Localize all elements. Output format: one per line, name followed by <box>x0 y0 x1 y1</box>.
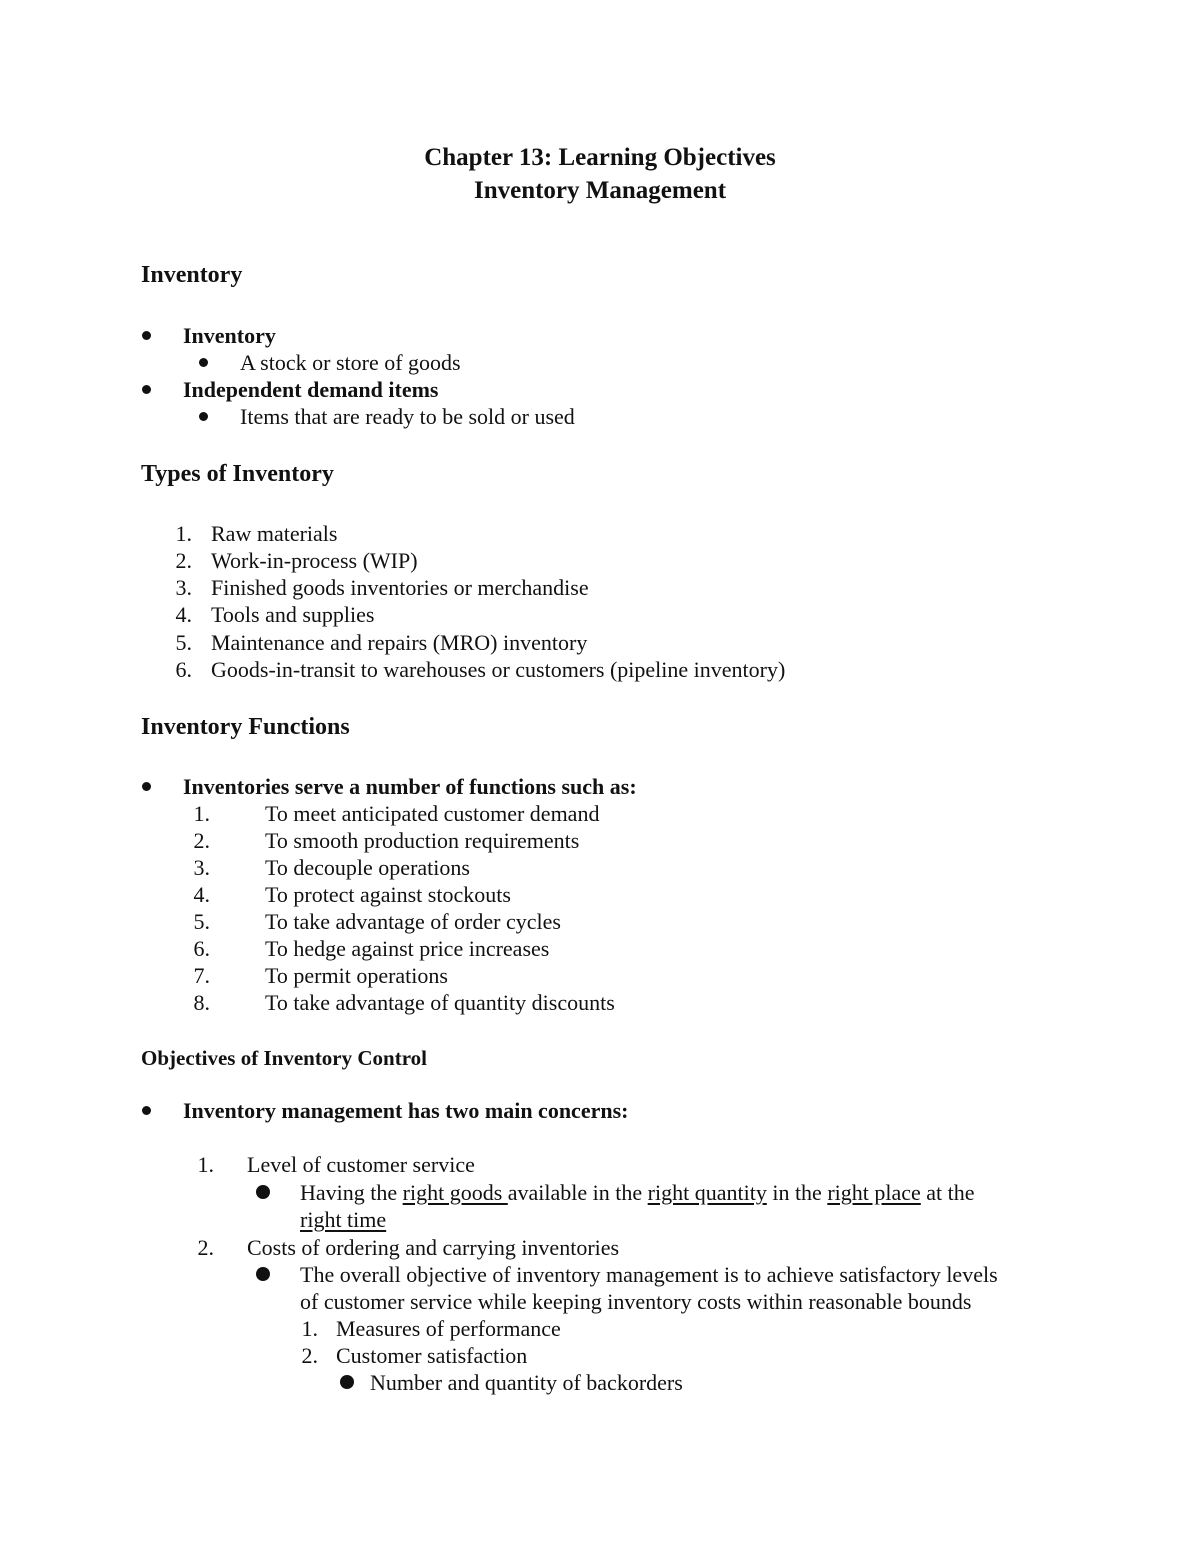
bullet-icon <box>256 1185 270 1199</box>
list-number: 8. <box>193 990 210 1015</box>
list-item: To smooth production requirements <box>265 828 580 853</box>
list-item-text: Items that are ready to be sold or used <box>240 404 575 429</box>
document-subtitle: Inventory Management <box>473 177 727 204</box>
list-item: To take advantage of quantity discounts <box>265 990 615 1015</box>
list-number: 6. <box>193 936 210 961</box>
list-item-text: A stock or store of goods <box>240 350 461 375</box>
concern1-detail: Having the right goods available in the right quantity in the right place at the <box>300 1180 975 1205</box>
list-number: 4. <box>175 602 192 627</box>
list-item-label: Inventory management has two main concerns: <box>183 1098 629 1123</box>
list-item-label: Inventory <box>183 323 276 348</box>
list-number: 1. <box>301 1316 318 1341</box>
bullet-icon <box>199 358 208 367</box>
section-heading-types: Types of Inventory <box>141 461 334 487</box>
list-number: 5. <box>193 909 210 934</box>
section-heading-objectives: Objectives of Inventory Control <box>141 1046 427 1070</box>
list-number: 1. <box>193 801 210 826</box>
list-item: Finished goods inventories or merchandise <box>211 575 589 600</box>
list-number: 5. <box>175 630 192 655</box>
list-number: 6. <box>175 657 192 682</box>
bullet-icon <box>142 782 151 791</box>
list-number: 7. <box>193 963 210 988</box>
list-item: Raw materials <box>211 521 338 546</box>
list-item-label: Inventories serve a number of functions such as: <box>183 774 637 799</box>
list-item: Level of customer service <box>247 1152 475 1177</box>
list-number: 2. <box>175 548 192 573</box>
section-heading-inventory: Inventory <box>141 262 243 288</box>
list-item: Customer satisfaction <box>336 1343 528 1368</box>
list-item: To permit operations <box>265 963 448 988</box>
list-number: 2. <box>193 828 210 853</box>
list-number: 3. <box>193 855 210 880</box>
list-number: 2. <box>197 1235 214 1260</box>
concern1-detail-cont: right time <box>300 1207 387 1232</box>
list-item: Work-in-process (WIP) <box>211 548 418 573</box>
list-item: Costs of ordering and carrying inventories <box>247 1235 620 1260</box>
list-number: 3. <box>175 575 192 600</box>
list-item: Maintenance and repairs (MRO) inventory <box>211 630 588 655</box>
concern2-detail-cont: of customer service while keeping inventory costs within reasonable bounds <box>300 1289 972 1314</box>
list-item: To protect against stockouts <box>265 882 511 907</box>
list-number: 1. <box>175 521 192 546</box>
list-item: Measures of performance <box>336 1316 561 1341</box>
list-item: Number and quantity of backorders <box>370 1370 683 1395</box>
list-item: Tools and supplies <box>211 602 375 627</box>
list-item-label: Independent demand items <box>183 377 439 402</box>
bullet-icon <box>142 331 151 340</box>
bullet-icon <box>256 1267 270 1281</box>
list-item: To decouple operations <box>265 855 470 880</box>
list-number: 4. <box>193 882 210 907</box>
list-number: 2. <box>301 1343 318 1368</box>
bullet-icon <box>340 1375 354 1389</box>
bullet-icon <box>142 385 151 394</box>
document-title: Chapter 13: Learning Objectives <box>424 144 776 171</box>
list-item: Goods-in-transit to warehouses or customers (pipeline inventory) <box>211 657 786 682</box>
bullet-icon <box>142 1106 151 1115</box>
list-item: To hedge against price increases <box>265 936 550 961</box>
list-item: To meet anticipated customer demand <box>265 801 600 826</box>
list-number: 1. <box>197 1152 214 1177</box>
concern2-detail: The overall objective of inventory management is to achieve satisfactory levels <box>300 1262 998 1287</box>
section-heading-functions: Inventory Functions <box>141 714 350 740</box>
list-item: To take advantage of order cycles <box>265 909 561 934</box>
bullet-icon <box>199 412 208 421</box>
